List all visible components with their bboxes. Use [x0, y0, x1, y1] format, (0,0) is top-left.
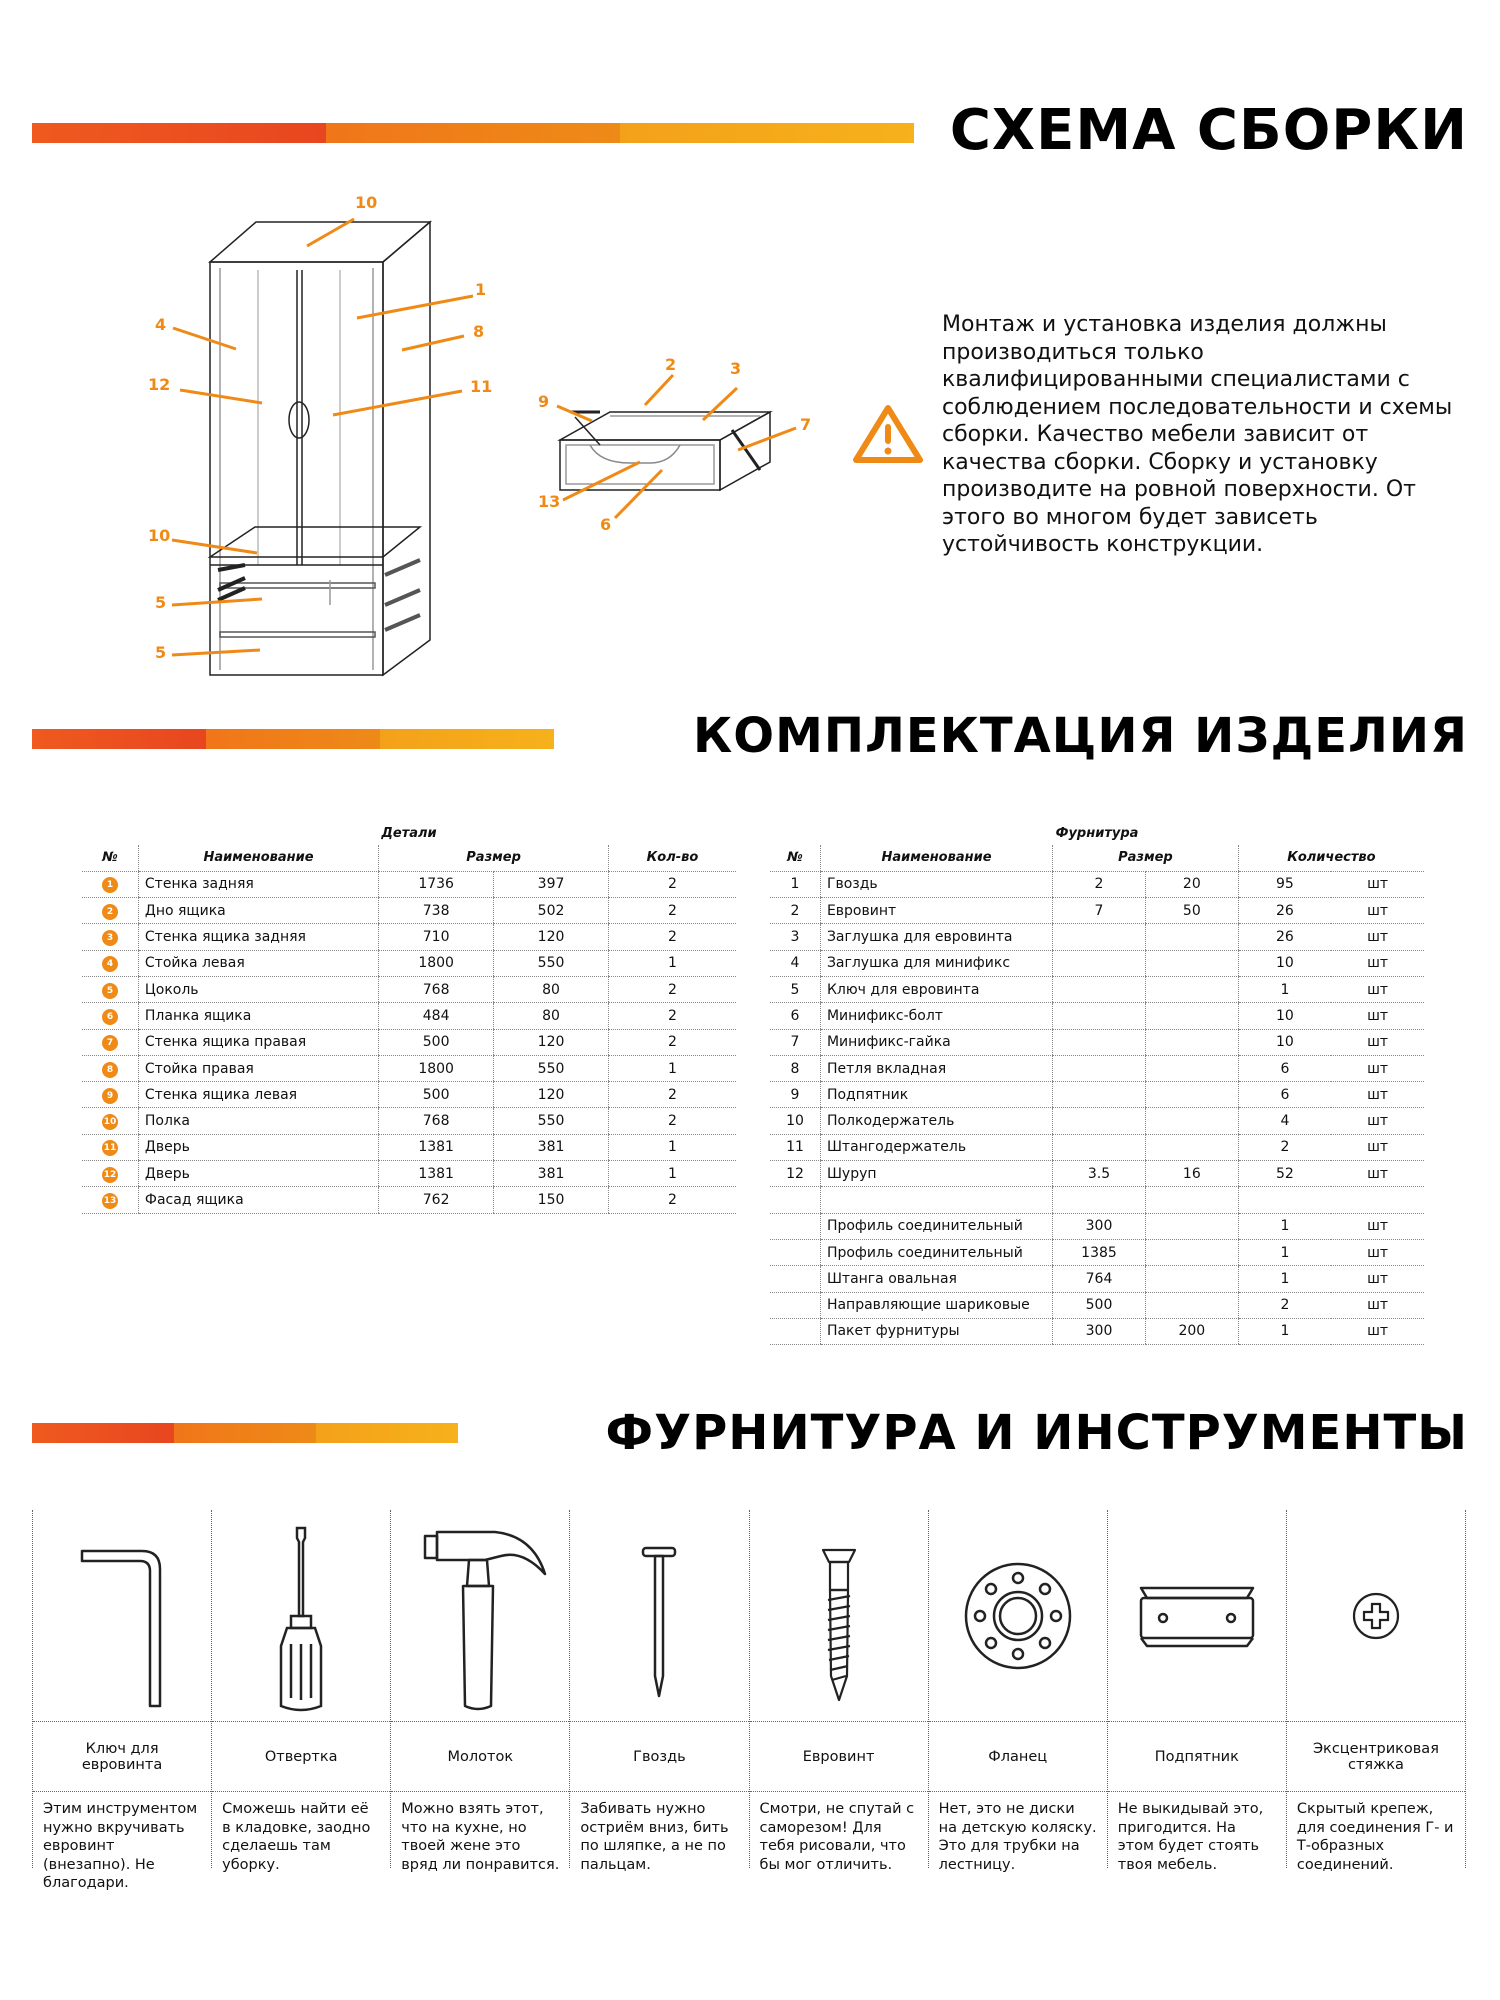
hardware-number	[770, 1318, 820, 1344]
euroscrew-icon	[799, 1516, 879, 1716]
hardware-size-b	[1145, 1055, 1238, 1081]
table-row	[82, 1108, 736, 1134]
hardware-unit: шт	[1331, 871, 1424, 897]
parts-header-num: №	[82, 845, 138, 871]
table-row	[770, 1108, 1424, 1134]
hardware-size-a: 764	[1053, 1266, 1146, 1292]
hardware-name: Штангодержатель	[820, 1134, 1052, 1160]
hardware-size-a: 3.5	[1053, 1161, 1146, 1187]
part-number-badge: 1	[102, 877, 118, 893]
part-name: Дверь	[138, 1161, 378, 1187]
hardware-number: 7	[770, 1029, 820, 1055]
part-number-badge: 11	[102, 1140, 118, 1156]
hardware-qty: 6	[1238, 1082, 1331, 1108]
hardware-size-b	[1145, 1266, 1238, 1292]
part-qty: 2	[609, 1003, 737, 1029]
part-qty: 2	[609, 924, 737, 950]
hardware-size-b	[1145, 1213, 1238, 1239]
table-row	[82, 871, 736, 897]
hardware-qty: 1	[1238, 976, 1331, 1002]
part-qty: 2	[609, 1187, 737, 1213]
part-size-a: 1381	[379, 1161, 494, 1187]
part-number-badge: 2	[102, 904, 118, 920]
part-qty: 1	[609, 1161, 737, 1187]
hardware-size-b	[1145, 976, 1238, 1002]
nail-icon	[619, 1516, 699, 1716]
hardware-unit: шт	[1331, 1134, 1424, 1160]
tool-desc: Не выкидывай это, пригодится. На этом будет стоять твоя мебель.	[1117, 1801, 1264, 1873]
hardware-unit: шт	[1331, 1029, 1424, 1055]
hardware-size-a	[1053, 1134, 1146, 1160]
hardware-unit: шт	[1331, 1266, 1424, 1292]
hardware-size-b	[1145, 1134, 1238, 1160]
table-row	[82, 950, 736, 976]
part-size-b: 550	[494, 950, 609, 976]
hardware-size-b	[1145, 1239, 1238, 1265]
label-3: 3	[730, 359, 742, 378]
hardware-number: 10	[770, 1108, 820, 1134]
hardware-size-a	[1053, 1055, 1146, 1081]
hardware-unit: шт	[1331, 1055, 1424, 1081]
part-qty: 2	[609, 1108, 737, 1134]
assembly-diagram	[0, 0, 940, 700]
table-row	[770, 871, 1424, 897]
hardware-name: Ключ для евровинта	[820, 976, 1052, 1002]
hardware-unit: шт	[1331, 1108, 1424, 1134]
hardware-size-a: 300	[1053, 1213, 1146, 1239]
hardware-name: Заглушка для минификс	[820, 950, 1052, 976]
tool-card	[750, 1510, 929, 1873]
part-name: Стенка ящика левая	[138, 1082, 378, 1108]
hardware-size-a	[1053, 1003, 1146, 1029]
label-12: 12	[148, 375, 171, 394]
parts-header-qty: Кол-во	[609, 845, 737, 871]
part-number-badge: 3	[102, 930, 118, 946]
hardware-size-a: 500	[1053, 1292, 1146, 1318]
hardware-name: Профиль соединительный	[820, 1239, 1052, 1265]
tools-grid	[32, 1510, 1466, 1891]
label-10-shelf: 10	[148, 526, 171, 545]
table-row	[770, 1213, 1424, 1239]
table-row	[770, 1161, 1424, 1187]
hardware-number: 5	[770, 976, 820, 1002]
part-size-b: 381	[494, 1161, 609, 1187]
part-size-b: 550	[494, 1055, 609, 1081]
hardware-name: Евровинт	[820, 898, 1052, 924]
hardware-name: Минификс-болт	[820, 1003, 1052, 1029]
warning-text: Монтаж и установка изделия должны производиться только квалифицированными специалистами с соблюдением последовательности и схемы сборки. Качество мебели зависит от качества сборки. Сборку и установку производите на ровной поверхности. От этого во многом будет зависеть устойчивость конструкции.	[942, 312, 1453, 557]
parts-header-size: Размер	[379, 845, 609, 871]
part-name: Цоколь	[138, 976, 378, 1002]
table-row	[770, 1029, 1424, 1055]
part-qty: 1	[609, 950, 737, 976]
part-number-badge: 7	[102, 1035, 118, 1051]
table-row	[82, 924, 736, 950]
hardware-size-a: 2	[1053, 871, 1146, 897]
tool-card	[1108, 1510, 1287, 1873]
hardware-size-b: 50	[1145, 898, 1238, 924]
tool-desc: Этим инструментом нужно вкручивать евровинт (внезапно). Не благодари.	[43, 1801, 198, 1891]
hardware-caption: Фурнитура	[1055, 826, 1139, 841]
part-size-b: 120	[494, 1029, 609, 1055]
hardware-qty: 6	[1238, 1055, 1331, 1081]
part-size-a: 768	[379, 1108, 494, 1134]
hardware-size-a	[1053, 950, 1146, 976]
part-size-b: 120	[494, 924, 609, 950]
tool-name: Эксцентриковая стяжка	[1287, 1722, 1465, 1792]
part-number-badge: 6	[102, 1009, 118, 1025]
hardware-qty: 52	[1238, 1161, 1331, 1187]
hex-key-icon	[62, 1516, 182, 1716]
table-row	[770, 950, 1424, 976]
tool-name: Ключ для евровинта	[33, 1722, 211, 1792]
tool-card	[33, 1510, 212, 1891]
hardware-size-b	[1145, 1187, 1238, 1213]
hardware-size-a	[1053, 1108, 1146, 1134]
hardware-unit: шт	[1331, 924, 1424, 950]
label-10-top: 10	[355, 193, 378, 212]
hardware-unit	[1331, 1187, 1424, 1213]
hardware-number	[770, 1239, 820, 1265]
hardware-qty: 2	[1238, 1134, 1331, 1160]
hardware-name	[820, 1187, 1052, 1213]
part-name: Стойка левая	[138, 950, 378, 976]
hardware-name: Петля вкладная	[820, 1055, 1052, 1081]
tool-name: Отвертка	[212, 1722, 390, 1792]
hardware-number: 6	[770, 1003, 820, 1029]
tool-name: Фланец	[929, 1722, 1107, 1792]
hardware-name: Заглушка для евровинта	[820, 924, 1052, 950]
table-row	[82, 1187, 736, 1213]
label-2: 2	[665, 355, 677, 374]
hardware-unit: шт	[1331, 1213, 1424, 1239]
tool-desc: Можно взять этот, что на кухне, но твоей жене это вряд ли понравится.	[401, 1801, 560, 1873]
hardware-number	[770, 1187, 820, 1213]
hardware-size-a	[1053, 976, 1146, 1002]
part-size-b: 502	[494, 898, 609, 924]
hardware-unit: шт	[1331, 1003, 1424, 1029]
hardware-number: 8	[770, 1055, 820, 1081]
part-size-a: 484	[379, 1003, 494, 1029]
part-size-b: 550	[494, 1108, 609, 1134]
hardware-size-a: 300	[1053, 1318, 1146, 1344]
tools-title: ФУРНИТУРА И ИНСТРУМЕНТЫ	[605, 1405, 1468, 1461]
hardware-name: Подпятник	[820, 1082, 1052, 1108]
part-size-a: 710	[379, 924, 494, 950]
part-number-badge: 4	[102, 956, 118, 972]
hardware-size-b	[1145, 1029, 1238, 1055]
part-name: Стенка ящика задняя	[138, 924, 378, 950]
hardware-size-b	[1145, 924, 1238, 950]
part-size-a: 1800	[379, 950, 494, 976]
hardware-qty: 26	[1238, 924, 1331, 950]
hardware-name: Направляющие шариковые	[820, 1292, 1052, 1318]
hardware-header-num: №	[770, 845, 820, 871]
part-number-badge: 10	[102, 1114, 118, 1130]
part-number-badge: 5	[102, 983, 118, 999]
tool-card	[570, 1510, 749, 1873]
hardware-name: Штанга овальная	[820, 1266, 1052, 1292]
hardware-size-a: 1385	[1053, 1239, 1146, 1265]
hardware-number	[770, 1266, 820, 1292]
tool-card	[212, 1510, 391, 1873]
part-number-badge: 12	[102, 1167, 118, 1183]
table-row	[82, 976, 736, 1002]
hardware-header-name: Наименование	[820, 845, 1052, 871]
tool-card	[391, 1510, 570, 1873]
hardware-number: 4	[770, 950, 820, 976]
part-name: Планка ящика	[138, 1003, 378, 1029]
hardware-qty: 1	[1238, 1318, 1331, 1344]
label-1: 1	[475, 280, 487, 299]
tool-desc: Скрытый крепеж, для соединения Г- и Т-образных соединений.	[1296, 1801, 1454, 1873]
cam-lock-icon	[1336, 1576, 1416, 1656]
part-name: Стойка правая	[138, 1055, 378, 1081]
kit-stripe	[32, 729, 554, 749]
hardware-name: Пакет фурнитуры	[820, 1318, 1052, 1344]
part-qty: 2	[609, 976, 737, 1002]
part-size-a: 1800	[379, 1055, 494, 1081]
part-number-badge: 9	[102, 1088, 118, 1104]
label-5-a: 5	[155, 593, 167, 612]
part-size-a: 738	[379, 898, 494, 924]
hardware-number: 2	[770, 898, 820, 924]
hardware-number: 12	[770, 1161, 820, 1187]
label-11: 11	[470, 377, 493, 396]
hardware-name: Гвоздь	[820, 871, 1052, 897]
hardware-qty: 10	[1238, 950, 1331, 976]
hardware-number	[770, 1213, 820, 1239]
label-8: 8	[473, 322, 485, 341]
table-row	[770, 1134, 1424, 1160]
hardware-size-b	[1145, 1003, 1238, 1029]
hardware-qty: 10	[1238, 1003, 1331, 1029]
part-size-a: 762	[379, 1187, 494, 1213]
part-name: Полка	[138, 1108, 378, 1134]
tool-desc: Забивать нужно остриём вниз, бить по шляпке, а не по пальцам.	[580, 1801, 729, 1873]
part-qty: 2	[609, 871, 737, 897]
hardware-header-size: Размер	[1053, 845, 1239, 871]
tool-name: Молоток	[391, 1722, 569, 1792]
kit-title: КОМПЛЕКТАЦИЯ ИЗДЕЛИЯ	[693, 708, 1468, 764]
hardware-number	[770, 1292, 820, 1318]
hardware-size-b: 20	[1145, 871, 1238, 897]
part-size-a: 1381	[379, 1134, 494, 1160]
part-size-a: 1736	[379, 871, 494, 897]
label-13: 13	[538, 492, 561, 511]
hardware-name: Полкодержатель	[820, 1108, 1052, 1134]
hardware-unit: шт	[1331, 898, 1424, 924]
part-qty: 1	[609, 1055, 737, 1081]
hardware-qty: 95	[1238, 871, 1331, 897]
table-row	[770, 1055, 1424, 1081]
hardware-size-b	[1145, 950, 1238, 976]
hardware-unit: шт	[1331, 950, 1424, 976]
part-size-a: 500	[379, 1082, 494, 1108]
part-size-b: 120	[494, 1082, 609, 1108]
part-name: Дверь	[138, 1134, 378, 1160]
tool-card	[1287, 1510, 1465, 1873]
hardware-size-a	[1053, 1029, 1146, 1055]
hardware-size-b	[1145, 1082, 1238, 1108]
table-row	[770, 1003, 1424, 1029]
label-5-b: 5	[155, 643, 167, 662]
part-name: Дно ящика	[138, 898, 378, 924]
assembly-title: СХЕМА СБОРКИ	[949, 98, 1468, 163]
hardware-qty: 4	[1238, 1108, 1331, 1134]
parts-table	[82, 826, 736, 1214]
hardware-unit: шт	[1331, 976, 1424, 1002]
tool-desc: Нет, это не диски на детскую коляску. Это для трубки на лестницу.	[938, 1801, 1097, 1873]
table-row	[770, 924, 1424, 950]
part-size-b: 150	[494, 1187, 609, 1213]
hardware-size-a: 7	[1053, 898, 1146, 924]
part-size-a: 768	[379, 976, 494, 1002]
part-size-b: 381	[494, 1134, 609, 1160]
warning-triangle-icon	[852, 402, 924, 464]
hardware-qty	[1238, 1187, 1331, 1213]
part-qty: 1	[609, 1134, 737, 1160]
tool-desc: Сможешь найти её в кладовке, заодно сделаешь там уборку.	[222, 1801, 371, 1873]
hardware-number: 3	[770, 924, 820, 950]
hardware-unit: шт	[1331, 1161, 1424, 1187]
table-row	[770, 1187, 1424, 1213]
table-row	[770, 1082, 1424, 1108]
hardware-size-b: 16	[1145, 1161, 1238, 1187]
hardware-qty: 26	[1238, 898, 1331, 924]
table-row	[770, 1292, 1424, 1318]
hardware-qty: 10	[1238, 1029, 1331, 1055]
screwdriver-icon	[251, 1516, 351, 1716]
part-qty: 2	[609, 1082, 737, 1108]
hardware-number: 11	[770, 1134, 820, 1160]
hardware-header-qty: Количество	[1238, 845, 1424, 871]
tool-desc: Смотри, не спутай с саморезом! Для тебя рисовали, что бы мог отличить.	[759, 1801, 915, 1873]
table-row	[770, 1318, 1424, 1344]
part-number-badge: 8	[102, 1062, 118, 1078]
part-size-b: 80	[494, 1003, 609, 1029]
hardware-qty: 1	[1238, 1239, 1331, 1265]
part-name: Стенка ящика правая	[138, 1029, 378, 1055]
hardware-number: 1	[770, 871, 820, 897]
table-row	[82, 1029, 736, 1055]
hardware-unit: шт	[1331, 1318, 1424, 1344]
part-name: Стенка задняя	[138, 871, 378, 897]
hardware-qty: 1	[1238, 1266, 1331, 1292]
part-name: Фасад ящика	[138, 1187, 378, 1213]
label-7: 7	[800, 415, 812, 434]
flange-icon	[953, 1551, 1083, 1681]
part-qty: 2	[609, 1029, 737, 1055]
hardware-size-a	[1053, 1082, 1146, 1108]
part-size-a: 500	[379, 1029, 494, 1055]
table-row	[82, 1161, 736, 1187]
part-number-badge: 13	[102, 1193, 118, 1209]
tool-card	[929, 1510, 1108, 1873]
table-row	[82, 1134, 736, 1160]
hardware-size-a	[1053, 1187, 1146, 1213]
label-4: 4	[155, 315, 167, 334]
tool-name: Гвоздь	[570, 1722, 748, 1792]
parts-caption: Детали	[381, 826, 437, 841]
part-qty: 2	[609, 898, 737, 924]
hardware-unit: шт	[1331, 1082, 1424, 1108]
table-row	[82, 898, 736, 924]
hardware-size-b	[1145, 1108, 1238, 1134]
glide-plate-icon	[1127, 1566, 1267, 1666]
hardware-table	[770, 826, 1424, 1345]
table-row	[770, 1266, 1424, 1292]
tool-name: Подпятник	[1108, 1722, 1286, 1792]
hardware-qty: 1	[1238, 1213, 1331, 1239]
table-row	[82, 1003, 736, 1029]
label-9: 9	[538, 392, 550, 411]
part-size-b: 397	[494, 871, 609, 897]
table-row	[770, 1239, 1424, 1265]
table-row	[82, 1055, 736, 1081]
hammer-icon	[405, 1516, 555, 1716]
hardware-name: Профиль соединительный	[820, 1213, 1052, 1239]
hardware-name: Шуруп	[820, 1161, 1052, 1187]
table-row	[770, 898, 1424, 924]
tool-name: Евровинт	[750, 1722, 928, 1792]
tools-stripe	[32, 1423, 458, 1443]
hardware-size-b: 200	[1145, 1318, 1238, 1344]
label-6: 6	[600, 515, 612, 534]
table-row	[82, 1082, 736, 1108]
hardware-unit: шт	[1331, 1239, 1424, 1265]
table-row	[770, 976, 1424, 1002]
hardware-name: Минификс-гайка	[820, 1029, 1052, 1055]
hardware-number: 9	[770, 1082, 820, 1108]
hardware-unit: шт	[1331, 1292, 1424, 1318]
hardware-qty: 2	[1238, 1292, 1331, 1318]
hardware-size-b	[1145, 1292, 1238, 1318]
parts-header-name: Наименование	[138, 845, 378, 871]
part-size-b: 80	[494, 976, 609, 1002]
hardware-size-a	[1053, 924, 1146, 950]
